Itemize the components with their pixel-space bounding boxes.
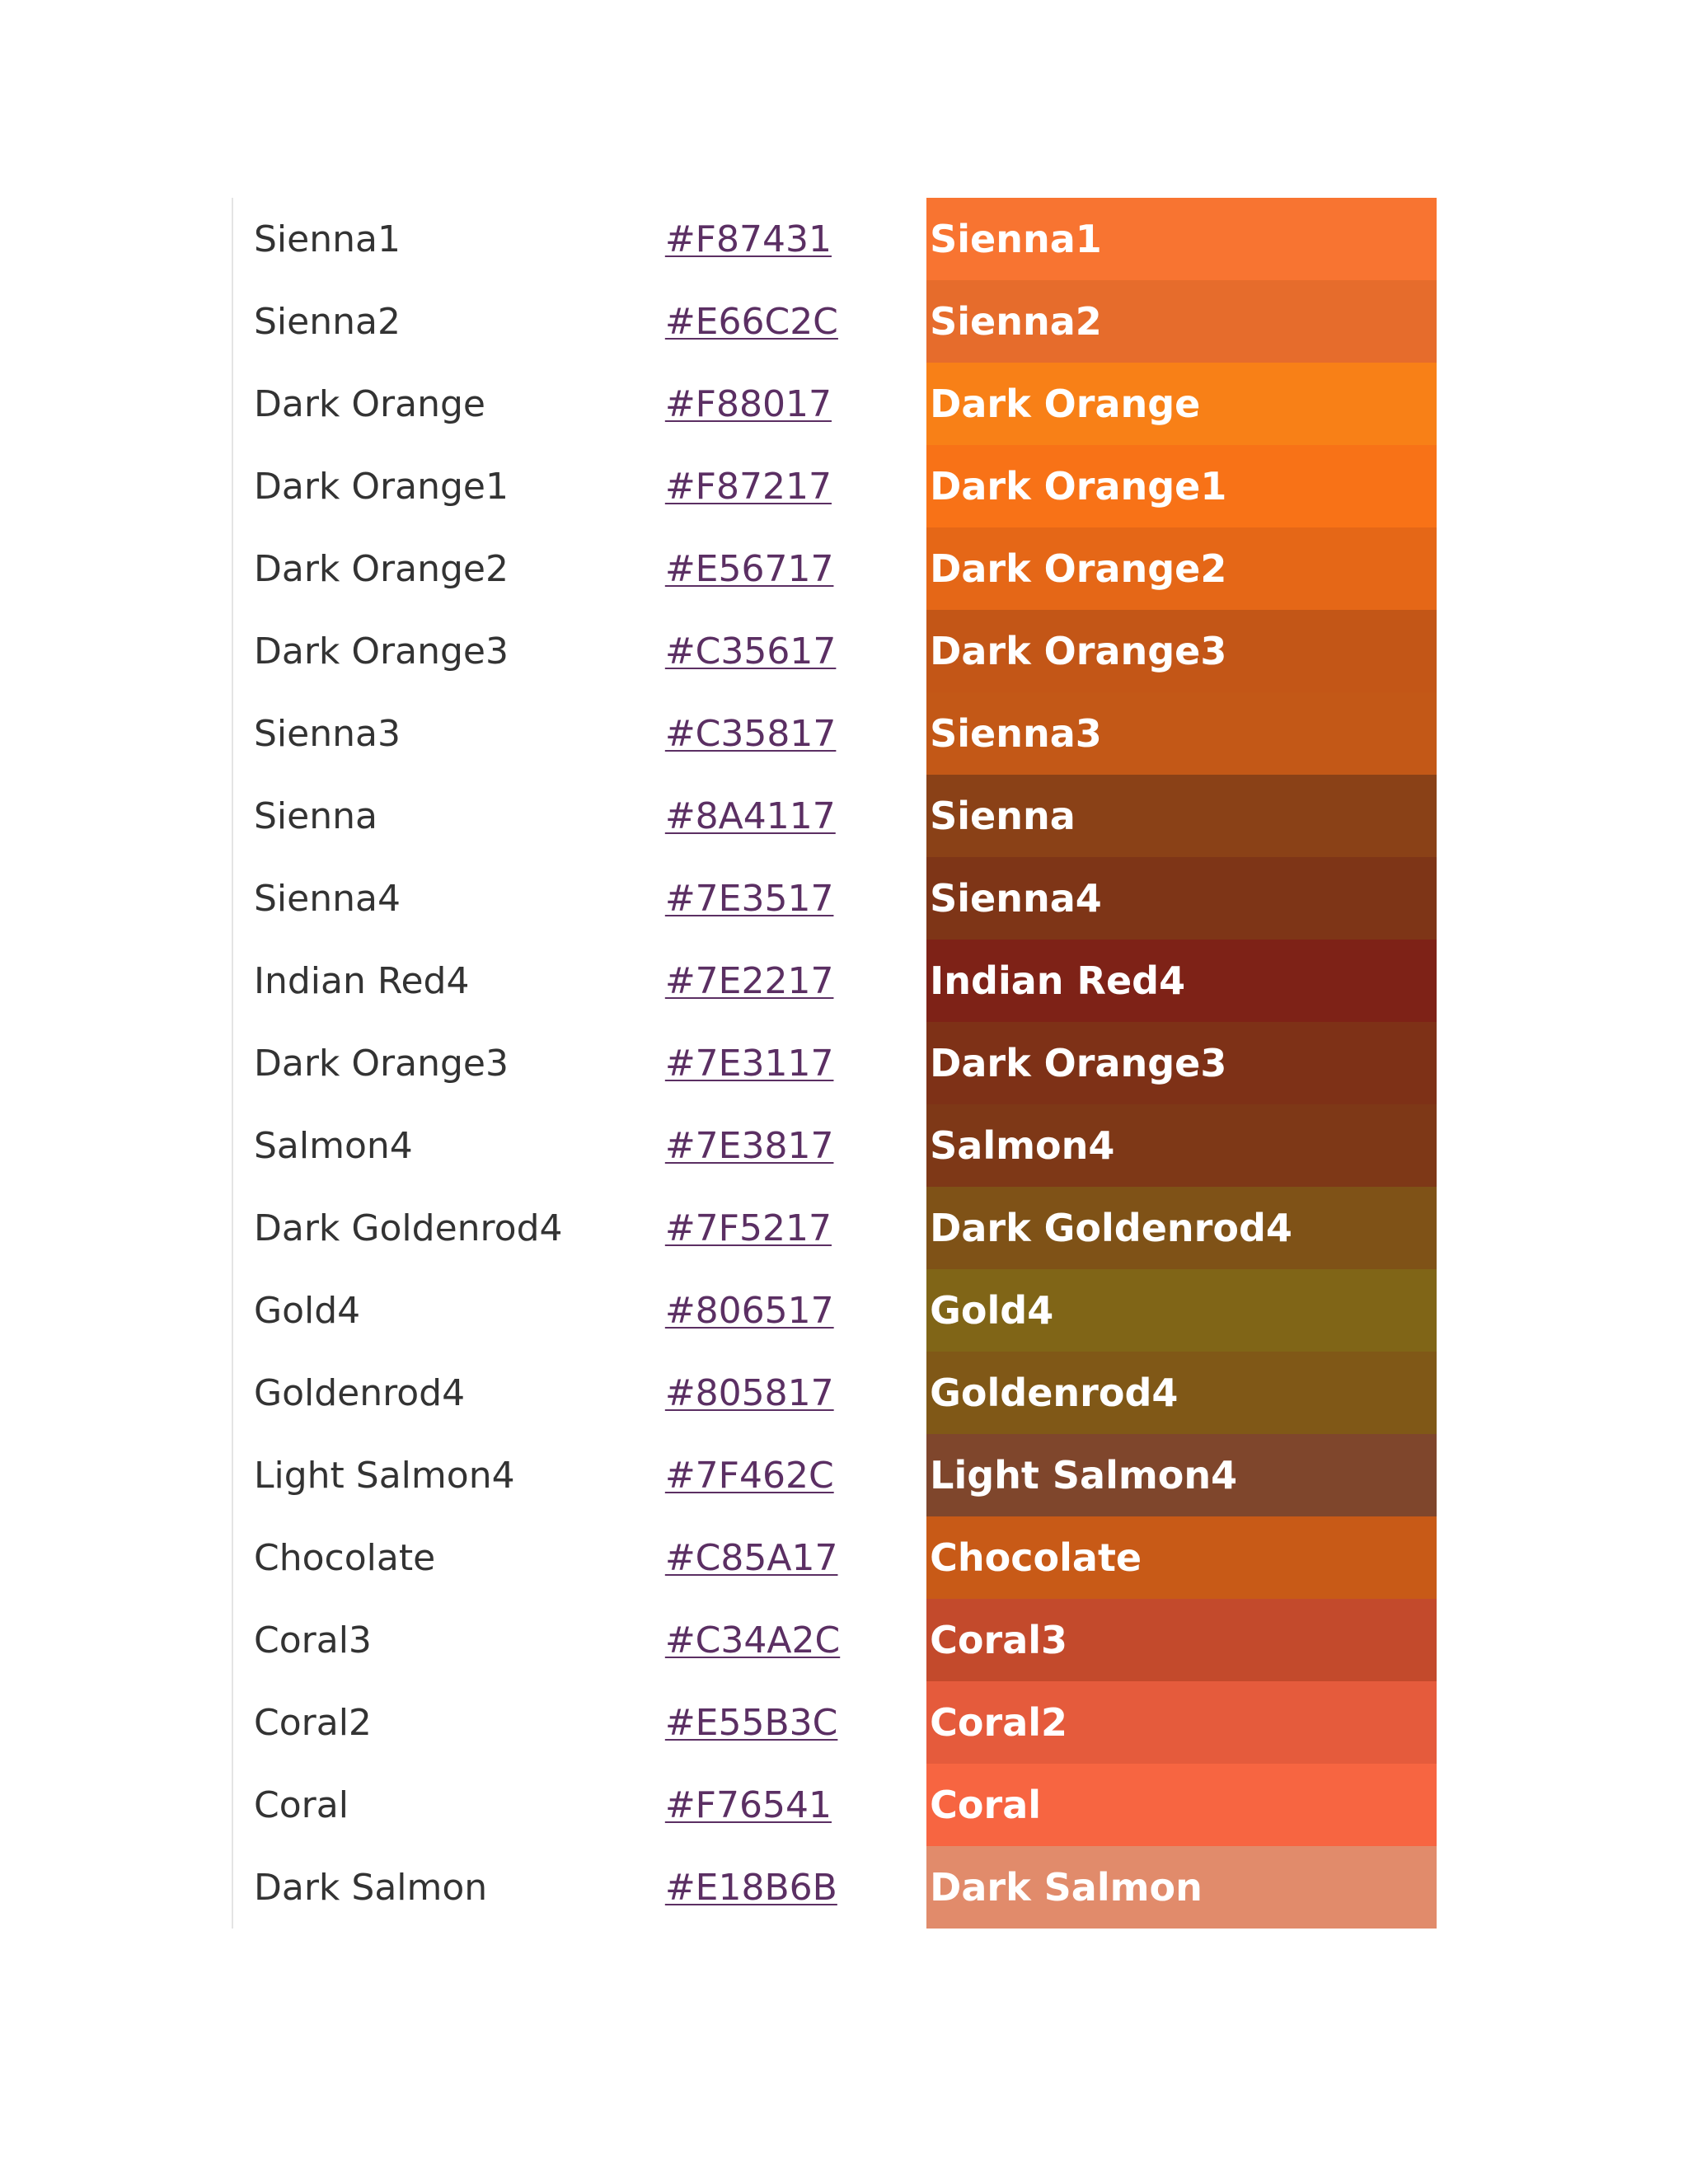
color-name: Indian Red4 (254, 959, 470, 1002)
color-row (233, 1352, 1437, 1434)
color-name: Sienna (254, 794, 377, 837)
hex-link[interactable]: #E66C2C (664, 300, 838, 343)
color-swatch: Coral2 (926, 1681, 1437, 1764)
color-swatch: Dark Salmon (926, 1846, 1437, 1929)
hex-cell (665, 1269, 926, 1352)
color-name: Coral (254, 1783, 349, 1826)
hex-link[interactable]: #C35817 (664, 712, 837, 755)
color-swatch: Sienna (926, 775, 1437, 857)
color-name: Goldenrod4 (254, 1371, 466, 1414)
color-swatch: Salmon4 (926, 1104, 1437, 1187)
color-name: Chocolate (254, 1536, 436, 1579)
hex-cell (665, 280, 926, 363)
color-row (233, 1022, 1437, 1104)
hex-link[interactable]: #7E2217 (664, 959, 834, 1002)
color-swatch: Goldenrod4 (926, 1352, 1437, 1434)
color-row (233, 527, 1437, 610)
color-name: Sienna1 (254, 218, 401, 260)
color-swatch: Dark Orange3 (926, 1022, 1437, 1104)
color-swatch: Dark Orange (926, 363, 1437, 445)
color-swatch: Dark Orange3 (926, 610, 1437, 692)
hex-link[interactable]: #C85A17 (664, 1536, 838, 1579)
color-swatch: Gold4 (926, 1269, 1437, 1352)
hex-cell (665, 1846, 926, 1929)
color-row (233, 198, 1437, 280)
hex-cell (665, 692, 926, 775)
color-name: Dark Salmon (254, 1866, 488, 1909)
hex-link[interactable]: #C34A2C (664, 1619, 841, 1661)
color-row (233, 940, 1437, 1022)
color-name: Salmon4 (254, 1124, 413, 1167)
color-row (233, 280, 1437, 363)
color-row (233, 363, 1437, 445)
hex-cell (665, 363, 926, 445)
color-swatch: Dark Orange1 (926, 445, 1437, 527)
hex-link[interactable]: #7E3517 (664, 877, 834, 920)
color-name: Light Salmon4 (254, 1454, 515, 1497)
color-swatch: Coral3 (926, 1599, 1437, 1681)
hex-link[interactable]: #C35617 (664, 630, 837, 673)
hex-cell (665, 198, 926, 280)
color-swatch: Light Salmon4 (926, 1434, 1437, 1516)
color-row (233, 445, 1437, 527)
color-name: Dark Orange2 (254, 547, 509, 590)
color-row (233, 1269, 1437, 1352)
hex-cell (665, 1434, 926, 1516)
hex-link[interactable]: #E18B6B (664, 1866, 837, 1909)
color-swatch: Dark Orange2 (926, 527, 1437, 610)
color-row (233, 1599, 1437, 1681)
color-name: Coral2 (254, 1701, 372, 1744)
color-row (233, 1846, 1437, 1929)
hex-cell (665, 1104, 926, 1187)
color-row (233, 1764, 1437, 1846)
hex-link[interactable]: #F76541 (664, 1783, 832, 1826)
color-row (233, 692, 1437, 775)
color-swatch: Sienna4 (926, 857, 1437, 940)
color-swatch: Dark Goldenrod4 (926, 1187, 1437, 1269)
color-row (233, 1516, 1437, 1599)
color-row (233, 1681, 1437, 1764)
hex-link[interactable]: #F87431 (664, 218, 832, 260)
hex-cell (665, 1764, 926, 1846)
hex-cell (665, 1022, 926, 1104)
color-name: Gold4 (254, 1289, 361, 1332)
color-swatch: Sienna1 (926, 198, 1437, 280)
color-name: Dark Orange3 (254, 1042, 509, 1085)
hex-link[interactable]: #806517 (664, 1289, 834, 1332)
hex-link[interactable]: #F88017 (664, 382, 832, 425)
hex-cell (665, 775, 926, 857)
color-swatch: Indian Red4 (926, 940, 1437, 1022)
color-row (233, 1187, 1437, 1269)
hex-cell (665, 857, 926, 940)
hex-cell (665, 1516, 926, 1599)
color-name: Dark Orange (254, 382, 485, 425)
hex-cell (665, 940, 926, 1022)
hex-cell (665, 445, 926, 527)
color-row (233, 1104, 1437, 1187)
hex-cell (665, 527, 926, 610)
hex-link[interactable]: #F87217 (664, 465, 832, 508)
hex-cell (665, 1599, 926, 1681)
color-name: Dark Orange3 (254, 630, 509, 673)
hex-link[interactable]: #7E3817 (664, 1124, 834, 1167)
color-swatch: Coral (926, 1764, 1437, 1846)
color-name: Coral3 (254, 1619, 372, 1661)
color-row (233, 857, 1437, 940)
hex-link[interactable]: #E56717 (664, 547, 834, 590)
hex-link[interactable]: #7F5217 (664, 1207, 832, 1249)
hex-link[interactable]: #8A4117 (664, 794, 836, 837)
color-name: Sienna2 (254, 300, 401, 343)
color-row (233, 775, 1437, 857)
color-table (232, 198, 1437, 1929)
color-swatch: Sienna3 (926, 692, 1437, 775)
color-name: Sienna3 (254, 712, 401, 755)
hex-cell (665, 1352, 926, 1434)
hex-cell (665, 1681, 926, 1764)
color-name: Dark Orange1 (254, 465, 509, 508)
color-name: Dark Goldenrod4 (254, 1207, 563, 1249)
hex-link[interactable]: #7E3117 (664, 1042, 834, 1085)
color-name: Sienna4 (254, 877, 401, 920)
hex-link[interactable]: #805817 (664, 1371, 834, 1414)
hex-link[interactable]: #E55B3C (664, 1701, 838, 1744)
hex-cell (665, 1187, 926, 1269)
hex-cell (665, 610, 926, 692)
color-row (233, 1434, 1437, 1516)
color-swatch: Sienna2 (926, 280, 1437, 363)
hex-link[interactable]: #7F462C (664, 1454, 834, 1497)
color-swatch: Chocolate (926, 1516, 1437, 1599)
color-row (233, 610, 1437, 692)
